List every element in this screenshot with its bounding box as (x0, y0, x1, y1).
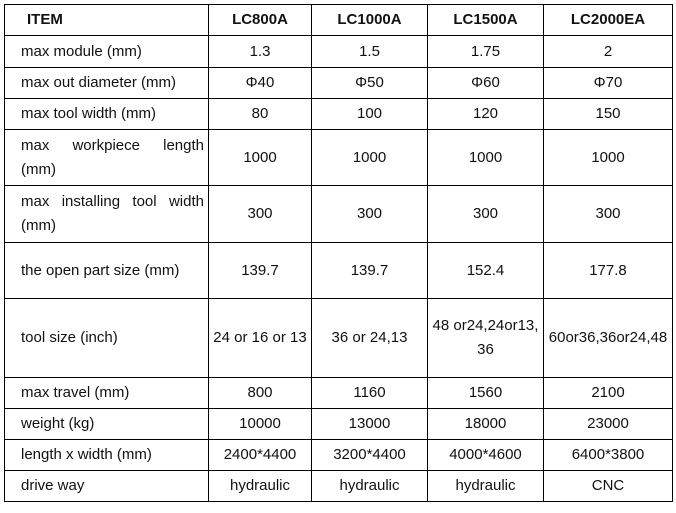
row-label: max travel (mm) (5, 378, 209, 409)
cell-value: 1000 (312, 130, 428, 186)
spec-table (4, 4, 673, 502)
cell-value: 10000 (209, 409, 312, 440)
row-label: length x width (mm) (5, 440, 209, 471)
cell-value: hydraulic (209, 471, 312, 502)
cell-value: 1160 (312, 378, 428, 409)
cell-value: 6400*3800 (544, 440, 673, 471)
table-row (5, 186, 673, 243)
cell-value: 300 (312, 186, 428, 243)
cell-value: 60or36,36or24,48 (544, 299, 673, 378)
cell-value: 2100 (544, 378, 673, 409)
cell-value: 120 (428, 99, 544, 130)
header-lc2000ea: LC2000EA (544, 5, 673, 36)
cell-value: 1.75 (428, 36, 544, 68)
cell-value: 2 (544, 36, 673, 68)
header-lc1500a: LC1500A (428, 5, 544, 36)
table-row (5, 130, 673, 186)
cell-value: 300 (209, 186, 312, 243)
cell-value: 300 (544, 186, 673, 243)
cell-value: 150 (544, 99, 673, 130)
cell-value: 36 or 24,13 (312, 299, 428, 378)
cell-value: 4000*4600 (428, 440, 544, 471)
cell-value: 48 or24,24or13,36 (428, 299, 544, 378)
table-row (5, 299, 673, 378)
cell-value: 300 (428, 186, 544, 243)
cell-value: Φ70 (544, 68, 673, 99)
row-label: drive way (5, 471, 209, 502)
cell-value: 100 (312, 99, 428, 130)
row-label: weight (kg) (5, 409, 209, 440)
cell-value: 1000 (428, 130, 544, 186)
row-label: max module (mm) (5, 36, 209, 68)
row-label: max out diameter (mm) (5, 68, 209, 99)
cell-value: 1.3 (209, 36, 312, 68)
cell-value: 1000 (544, 130, 673, 186)
cell-value: 177.8 (544, 243, 673, 299)
table-row (5, 243, 673, 299)
row-label: tool size (inch) (5, 299, 209, 378)
header-lc800a: LC800A (209, 5, 312, 36)
cell-value: 80 (209, 99, 312, 130)
header-item: ITEM (5, 5, 209, 36)
cell-value: 18000 (428, 409, 544, 440)
cell-value: 1.5 (312, 36, 428, 68)
cell-value: hydraulic (312, 471, 428, 502)
cell-value: 800 (209, 378, 312, 409)
cell-value: Φ60 (428, 68, 544, 99)
table-row (5, 409, 673, 440)
cell-value: 24 or 16 or 13 (209, 299, 312, 378)
cell-value: 3200*4400 (312, 440, 428, 471)
cell-value: 13000 (312, 409, 428, 440)
table-row (5, 378, 673, 409)
cell-value: CNC (544, 471, 673, 502)
cell-value: Φ50 (312, 68, 428, 99)
cell-value: Φ40 (209, 68, 312, 99)
header-row (5, 5, 673, 36)
header-lc1000a: LC1000A (312, 5, 428, 36)
cell-value: 139.7 (312, 243, 428, 299)
cell-value: 2400*4400 (209, 440, 312, 471)
row-label: the open part size (mm) (5, 243, 209, 299)
table-row (5, 471, 673, 502)
cell-value: 139.7 (209, 243, 312, 299)
cell-value: 1000 (209, 130, 312, 186)
cell-value: 1560 (428, 378, 544, 409)
table-row (5, 36, 673, 68)
table-row (5, 99, 673, 130)
cell-value: 152.4 (428, 243, 544, 299)
cell-value: hydraulic (428, 471, 544, 502)
row-label: max installing tool width (mm) (5, 186, 209, 243)
table-row (5, 68, 673, 99)
cell-value: 23000 (544, 409, 673, 440)
row-label: max workpiece length (mm) (5, 130, 209, 186)
row-label: max tool width (mm) (5, 99, 209, 130)
table-row (5, 440, 673, 471)
